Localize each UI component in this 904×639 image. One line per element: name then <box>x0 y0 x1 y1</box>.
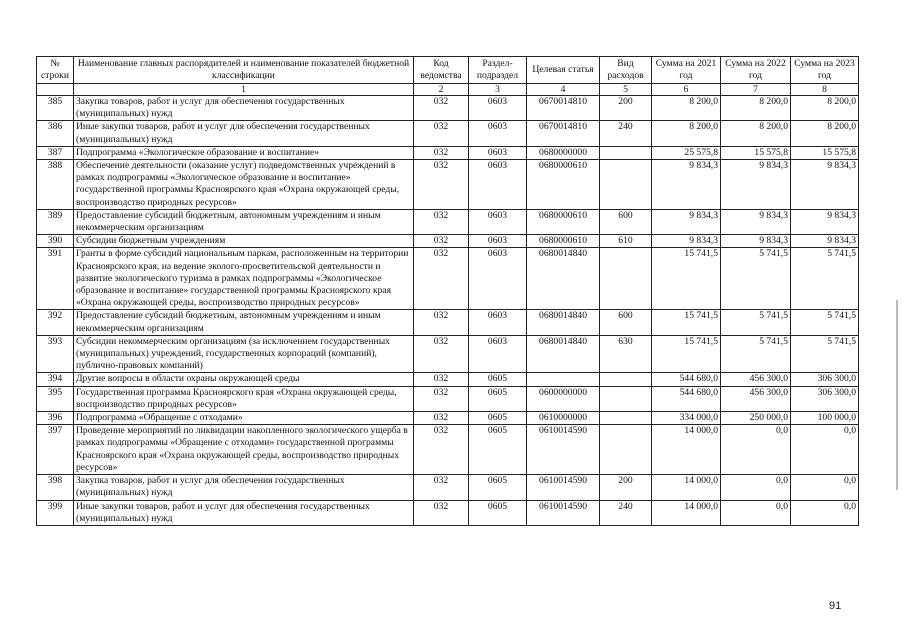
column-index: 6 <box>652 84 721 96</box>
sum-2023-cell: 9 834,3 <box>791 160 859 210</box>
expense-type-cell: 600 <box>600 310 652 335</box>
expense-type-cell <box>600 160 652 210</box>
header-department-code: Код ведомства <box>414 57 469 84</box>
sum-2021-cell: 334 000,0 <box>652 412 721 425</box>
row-name-cell: Гранты в форме субсидий национальным паркам, расположенным на территории Красноярского края, на ведение эколого-просветительской деятельности и развитие экологического туризма в рамках подпрограммы «Экологическое образование и воспитание» государственной программы Красноярского края «Охрана окружающей среды, воспроизводство природных ресурсов» <box>74 248 414 310</box>
sum-2021-cell: 544 680,0 <box>652 386 721 411</box>
row-number-cell: 390 <box>37 235 74 248</box>
sum-2023-cell: 15 575,8 <box>791 146 859 159</box>
header-sum-2022: Сумма на 2022 год <box>721 57 791 84</box>
target-item-cell <box>527 373 600 386</box>
row-number-cell: 397 <box>37 425 74 475</box>
sum-2021-cell: 15 741,5 <box>652 248 721 310</box>
row-name-cell: Закупка товаров, работ и услуг для обеспечения государственных (муниципальных) нужд <box>74 96 414 121</box>
sum-2022-cell: 8 200,0 <box>721 96 791 121</box>
section-cell: 0605 <box>469 373 527 386</box>
department-code-cell: 032 <box>414 160 469 210</box>
sum-2022-cell: 5 741,5 <box>721 248 791 310</box>
section-cell: 0603 <box>469 310 527 335</box>
sum-2023-cell: 5 741,5 <box>791 310 859 335</box>
sum-2021-cell: 8 200,0 <box>652 96 721 121</box>
sum-2021-cell: 9 834,3 <box>652 235 721 248</box>
target-item-cell: 0680014840 <box>527 248 600 310</box>
expense-type-cell <box>600 386 652 411</box>
expense-type-cell: 240 <box>600 121 652 146</box>
section-cell: 0603 <box>469 146 527 159</box>
sum-2021-cell: 14 000,0 <box>652 500 721 525</box>
section-cell: 0603 <box>469 248 527 310</box>
row-number-cell: 387 <box>37 146 74 159</box>
row-name-cell: Подпрограмма «Экологическое образование и воспитание» <box>74 146 414 159</box>
row-number-cell: 388 <box>37 160 74 210</box>
row-name-cell: Субсидии некоммерческим организациям (за исключением государственных (муниципальных) учреждений, государственных корпораций (компаний), публично-правовых компаний) <box>74 335 414 373</box>
row-name-cell: Закупка товаров, работ и услуг для обеспечения государственных (муниципальных) нужд <box>74 475 414 500</box>
sum-2022-cell: 5 741,5 <box>721 310 791 335</box>
row-number-cell: 394 <box>37 373 74 386</box>
row-name-cell: Подпрограмма «Обращение с отходами» <box>74 412 414 425</box>
header-row-number: № строки <box>37 57 74 84</box>
target-item-cell: 0610014590 <box>527 475 600 500</box>
target-item-cell: 0680000000 <box>527 146 600 159</box>
row-name-cell: Предоставление субсидий бюджетным, автономным учреждениям и иным некоммерческим организациям <box>74 310 414 335</box>
expense-type-cell: 200 <box>600 96 652 121</box>
row-number-cell: 396 <box>37 412 74 425</box>
table-row <box>37 386 859 411</box>
sum-2023-cell: 9 834,3 <box>791 235 859 248</box>
row-number-cell: 399 <box>37 500 74 525</box>
sum-2022-cell: 456 300,0 <box>721 386 791 411</box>
sum-2023-cell: 5 741,5 <box>791 248 859 310</box>
department-code-cell: 032 <box>414 412 469 425</box>
table-row <box>37 160 859 210</box>
department-code-cell: 032 <box>414 96 469 121</box>
sum-2022-cell: 5 741,5 <box>721 335 791 373</box>
row-number-cell: 392 <box>37 310 74 335</box>
table-row <box>37 335 859 373</box>
scan-edge-mark <box>896 300 898 490</box>
row-number-cell: 386 <box>37 121 74 146</box>
target-item-cell: 0600000000 <box>527 386 600 411</box>
expense-type-cell: 630 <box>600 335 652 373</box>
table-row <box>37 209 859 234</box>
sum-2021-cell: 8 200,0 <box>652 121 721 146</box>
department-code-cell: 032 <box>414 373 469 386</box>
expense-type-cell <box>600 425 652 475</box>
row-name-cell: Субсидии бюджетным учреждениям <box>74 235 414 248</box>
row-name-cell: Иные закупки товаров, работ и услуг для обеспечения государственных (муниципальных) нужд <box>74 121 414 146</box>
column-index: 4 <box>527 84 600 96</box>
department-code-cell: 032 <box>414 248 469 310</box>
sum-2023-cell: 0,0 <box>791 475 859 500</box>
expense-type-cell: 240 <box>600 500 652 525</box>
row-name-cell: Иные закупки товаров, работ и услуг для обеспечения государственных (муниципальных) нужд <box>74 500 414 525</box>
column-index: 5 <box>600 84 652 96</box>
target-item-cell: 0680000610 <box>527 209 600 234</box>
row-number-cell: 391 <box>37 248 74 310</box>
section-cell: 0605 <box>469 412 527 425</box>
table-body <box>37 96 859 526</box>
section-cell: 0603 <box>469 121 527 146</box>
table-row <box>37 500 859 525</box>
column-index: 8 <box>791 84 859 96</box>
sum-2023-cell: 9 834,3 <box>791 209 859 234</box>
sum-2023-cell: 0,0 <box>791 500 859 525</box>
target-item-cell: 0680014840 <box>527 335 600 373</box>
row-name-cell: Другие вопросы в области охраны окружающей среды <box>74 373 414 386</box>
table-row <box>37 96 859 121</box>
section-cell: 0605 <box>469 386 527 411</box>
target-item-cell: 0670014810 <box>527 96 600 121</box>
sum-2021-cell: 14 000,0 <box>652 475 721 500</box>
department-code-cell: 032 <box>414 310 469 335</box>
sum-2023-cell: 5 741,5 <box>791 335 859 373</box>
department-code-cell: 032 <box>414 121 469 146</box>
section-cell: 0603 <box>469 235 527 248</box>
section-cell: 0603 <box>469 96 527 121</box>
section-cell: 0603 <box>469 209 527 234</box>
section-cell: 0605 <box>469 500 527 525</box>
sum-2022-cell: 8 200,0 <box>721 121 791 146</box>
sum-2021-cell: 25 575,8 <box>652 146 721 159</box>
header-sum-2021: Сумма на 2021 год <box>652 57 721 84</box>
section-cell: 0605 <box>469 475 527 500</box>
expense-type-cell: 200 <box>600 475 652 500</box>
department-code-cell: 032 <box>414 500 469 525</box>
row-number-cell: 389 <box>37 209 74 234</box>
sum-2022-cell: 9 834,3 <box>721 160 791 210</box>
row-name-cell: Обеспечение деятельности (оказание услуг) подведомственных учреждений в рамках подпрограммы «Экологическое образование и воспитание» государственной программы Красноярского края «Охрана окружающей среды, воспроизводство природных ресурсов» <box>74 160 414 210</box>
header-target-item: Целевая статья <box>527 57 600 84</box>
expense-type-cell <box>600 146 652 159</box>
header-name: Наименование главных распорядителей и наименование показателей бюджетной классификации <box>74 57 414 84</box>
sum-2022-cell: 15 575,8 <box>721 146 791 159</box>
header-section: Раздел-подраздел <box>469 57 527 84</box>
table-row <box>37 248 859 310</box>
column-index: 3 <box>469 84 527 96</box>
table-row <box>37 146 859 159</box>
target-item-cell: 0680014840 <box>527 310 600 335</box>
department-code-cell: 032 <box>414 235 469 248</box>
sum-2021-cell: 544 680,0 <box>652 373 721 386</box>
target-item-cell: 0610014590 <box>527 500 600 525</box>
sum-2022-cell: 0,0 <box>721 425 791 475</box>
header-sum-2023: Сумма на 2023 год <box>791 57 859 84</box>
department-code-cell: 032 <box>414 425 469 475</box>
table-row <box>37 475 859 500</box>
sum-2023-cell: 306 300,0 <box>791 386 859 411</box>
sum-2022-cell: 456 300,0 <box>721 373 791 386</box>
sum-2022-cell: 0,0 <box>721 500 791 525</box>
column-index: 7 <box>721 84 791 96</box>
department-code-cell: 032 <box>414 209 469 234</box>
table-row <box>37 373 859 386</box>
department-code-cell: 032 <box>414 335 469 373</box>
table-header-row <box>37 57 859 84</box>
target-item-cell: 0680000610 <box>527 235 600 248</box>
expense-type-cell: 610 <box>600 235 652 248</box>
department-code-cell: 032 <box>414 386 469 411</box>
section-cell: 0605 <box>469 425 527 475</box>
row-name-cell: Проведение мероприятий по ликвидации накопленного экологического ущерба в рамках подпрограммы «Обращение с отходами» государственной программы Красноярского края «Охрана окружающей среды, воспроизводство природных ресурсов» <box>74 425 414 475</box>
table-row <box>37 310 859 335</box>
column-index-row <box>37 84 859 96</box>
table-row <box>37 235 859 248</box>
header-expense-type: Вид расходов <box>600 57 652 84</box>
target-item-cell: 0610014590 <box>527 425 600 475</box>
sum-2023-cell: 8 200,0 <box>791 121 859 146</box>
row-name-cell: Предоставление субсидий бюджетным, автономным учреждениям и иным некоммерческим организациям <box>74 209 414 234</box>
table-row <box>37 425 859 475</box>
expense-type-cell <box>600 412 652 425</box>
sum-2023-cell: 100 000,0 <box>791 412 859 425</box>
sum-2022-cell: 9 834,3 <box>721 209 791 234</box>
department-code-cell: 032 <box>414 146 469 159</box>
sum-2021-cell: 15 741,5 <box>652 335 721 373</box>
row-number-cell: 393 <box>37 335 74 373</box>
sum-2021-cell: 14 000,0 <box>652 425 721 475</box>
row-name-cell: Государственная программа Красноярского края «Охрана окружающей среды, воспроизводство природных ресурсов» <box>74 386 414 411</box>
table-row <box>37 412 859 425</box>
column-index: 1 <box>74 84 414 96</box>
budget-table <box>36 56 859 526</box>
row-number-cell: 398 <box>37 475 74 500</box>
sum-2022-cell: 0,0 <box>721 475 791 500</box>
sum-2022-cell: 9 834,3 <box>721 235 791 248</box>
column-index <box>37 84 74 96</box>
sum-2021-cell: 9 834,3 <box>652 160 721 210</box>
target-item-cell: 0680000610 <box>527 160 600 210</box>
sum-2023-cell: 0,0 <box>791 425 859 475</box>
row-number-cell: 395 <box>37 386 74 411</box>
row-number-cell: 385 <box>37 96 74 121</box>
column-index: 2 <box>414 84 469 96</box>
sum-2023-cell: 306 300,0 <box>791 373 859 386</box>
sum-2023-cell: 8 200,0 <box>791 96 859 121</box>
expense-type-cell <box>600 373 652 386</box>
department-code-cell: 032 <box>414 475 469 500</box>
section-cell: 0603 <box>469 335 527 373</box>
sum-2022-cell: 250 000,0 <box>721 412 791 425</box>
target-item-cell: 0670014810 <box>527 121 600 146</box>
sum-2021-cell: 15 741,5 <box>652 310 721 335</box>
expense-type-cell <box>600 248 652 310</box>
expense-type-cell: 600 <box>600 209 652 234</box>
table-row <box>37 121 859 146</box>
section-cell: 0603 <box>469 160 527 210</box>
page-number: 91 <box>829 600 842 612</box>
target-item-cell: 0610000000 <box>527 412 600 425</box>
sum-2021-cell: 9 834,3 <box>652 209 721 234</box>
